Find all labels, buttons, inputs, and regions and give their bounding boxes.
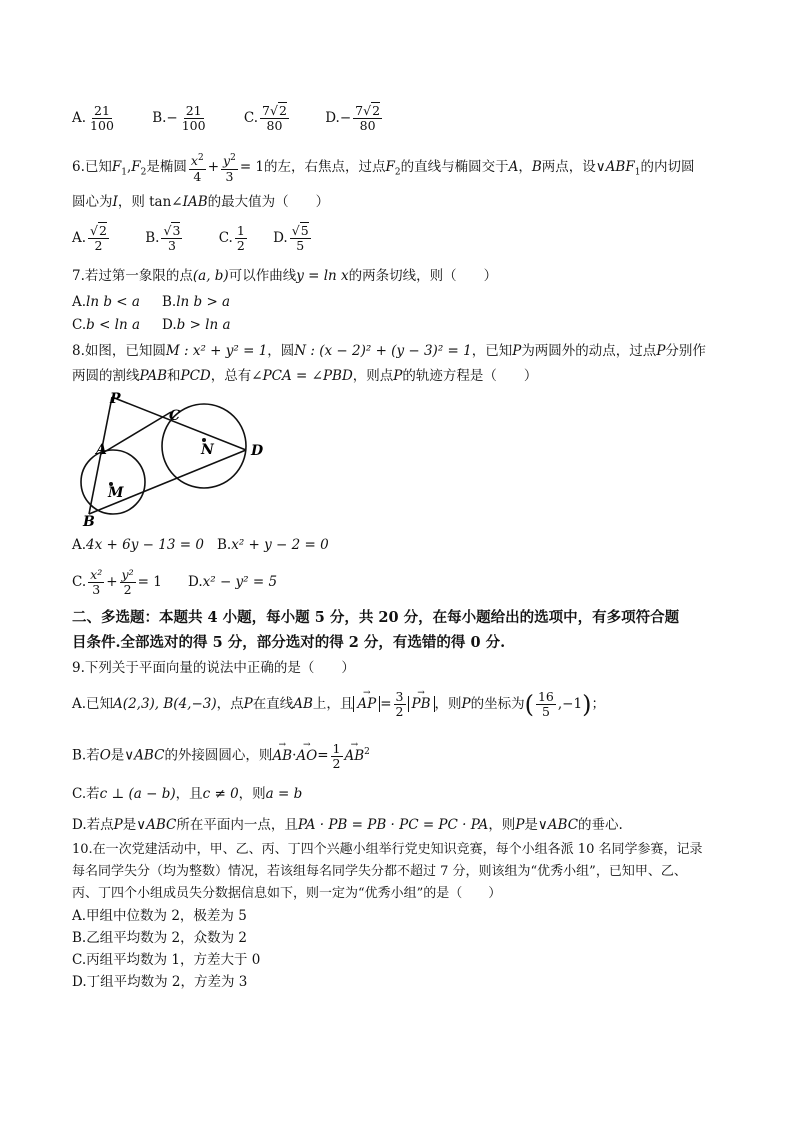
text: , <box>127 159 132 175</box>
text: ，点 <box>216 696 244 712</box>
numerator: 7√2 <box>355 103 381 118</box>
math-var: B <box>531 159 542 175</box>
numerator: x² <box>90 567 103 582</box>
math-var: IAB <box>182 194 208 210</box>
text: 的左，右焦点，过点 <box>264 159 386 175</box>
math-expr: (a, b) <box>192 268 229 284</box>
text: 是椭圆 <box>146 159 187 175</box>
q7-option-d[interactable] <box>162 315 231 335</box>
label-c: C <box>169 408 181 424</box>
q9-option-d[interactable] <box>72 815 623 835</box>
denominator: 100 <box>181 118 206 133</box>
option-label: B. <box>145 230 160 246</box>
numerator: 7√2 <box>262 103 287 118</box>
fraction <box>353 104 382 133</box>
label-p: P <box>110 391 121 407</box>
subscript: 2 <box>394 167 401 178</box>
math-var: F <box>131 159 141 175</box>
vector: → AP <box>357 684 376 724</box>
math-expr: ln b < a <box>86 294 140 310</box>
math-var: P <box>461 696 471 712</box>
text: ，则 <box>488 817 516 833</box>
text: = 1 <box>137 574 162 590</box>
ellipse-term-y <box>221 151 238 183</box>
math-expr: ∨ABC <box>124 747 165 764</box>
numerator: 16 <box>537 689 554 704</box>
q10-option-a[interactable]: A.甲组中位数为 2，极差为 5 <box>72 908 247 924</box>
math-expr: 4x + 6y − 13 = 0 <box>86 537 204 553</box>
math-var: y <box>223 153 231 169</box>
text: 两圆的割线 <box>72 368 140 384</box>
section2-heading-line1: 二、多选题：本题共 4 小题，每小题 5 分，共 20 分，在每小题给出的选项中，有多项符合题 <box>72 609 680 626</box>
q8-figure <box>72 388 282 530</box>
math-expr: ∨ABC <box>136 817 177 833</box>
vector: → AB <box>272 738 292 774</box>
text: 的直线与椭圆交于 <box>400 159 509 175</box>
denominator: 80 <box>266 118 283 133</box>
denominator: 4 <box>193 168 202 184</box>
q8-option-d[interactable] <box>188 564 277 600</box>
text: 圆心为 <box>72 194 113 210</box>
q7-option-c[interactable] <box>72 315 162 335</box>
subscript: 2 <box>140 167 147 178</box>
q8-options-row2 <box>72 564 307 600</box>
text: 7.若过第一象限的点 <box>72 268 193 284</box>
text: 8.如图，已知圆 <box>72 343 166 359</box>
math-var: PCD <box>180 368 211 384</box>
q5-options <box>72 100 414 136</box>
subscript: 1 <box>121 167 127 178</box>
text: = <box>380 696 392 712</box>
text: ，则点 <box>352 368 394 384</box>
denominator: 2 <box>395 704 404 719</box>
q7-stem <box>72 266 497 286</box>
q8-option-b[interactable] <box>217 535 329 555</box>
label-n: N <box>201 442 214 458</box>
abs-ap <box>353 696 380 712</box>
text: ，且 <box>175 786 203 802</box>
q5-option-a[interactable] <box>72 100 118 136</box>
math-expr: ∨ABC <box>537 817 579 833</box>
q9-option-c[interactable] <box>72 784 302 804</box>
q6-options <box>72 220 343 256</box>
denominator: 2 <box>332 755 341 771</box>
q10-stem-line1: 10.在一次党建活动中，甲、乙、丙、丁四个兴趣小组举行党史知识竞赛，每个小组各派 10 名同学参赛，记录 <box>72 842 703 857</box>
text: 的轨迹方程是（ ） <box>402 368 538 384</box>
label-d: D <box>251 443 264 459</box>
minus-sign: − <box>166 110 178 126</box>
denominator: 5 <box>541 704 550 719</box>
section2-heading-line2: 目条件.全部选对的得 5 分，部分选对的得 2 分，有选错的得 0 分. <box>72 634 506 651</box>
text: A.已知 <box>72 696 114 712</box>
numerator: $y^2$ <box>223 153 236 169</box>
math-var: O <box>99 747 111 764</box>
text: ，已知 <box>471 343 513 359</box>
option-label: A. <box>72 294 87 310</box>
text: = 1 <box>239 159 265 175</box>
text: ，则 <box>434 696 462 712</box>
text: 两点，设 <box>541 159 596 175</box>
option-label: B. <box>217 537 232 553</box>
math-var: P <box>243 696 253 712</box>
q8-option-a[interactable] <box>72 535 217 555</box>
vector: → PB <box>412 684 431 724</box>
math-var: PAB <box>139 368 168 384</box>
q8-stem-line1 <box>72 341 706 361</box>
q7-options-row1 <box>72 292 260 312</box>
label-a: A <box>96 442 107 458</box>
option-label: D. <box>188 574 203 590</box>
math-expr: x² + y − 2 = 0 <box>231 537 329 553</box>
coefficient: 7 <box>355 103 364 118</box>
text: 为两圆外的动点，过点 <box>521 343 657 359</box>
numerator: 21 <box>185 103 202 118</box>
math-var: P <box>512 343 522 359</box>
option-label: D. <box>162 317 177 333</box>
math-expr: PA · PB = PB · PC = PC · PA <box>297 817 489 833</box>
subscript: 1 <box>634 167 641 178</box>
fraction <box>235 224 247 253</box>
fraction <box>88 224 109 253</box>
q6-option-d[interactable] <box>273 220 313 256</box>
math-expr: A(2,3), B(4,−3) <box>113 696 217 712</box>
denominator: 2 <box>94 238 103 253</box>
text: ， <box>518 159 532 175</box>
fraction <box>331 742 343 771</box>
math-var: P <box>393 368 403 384</box>
text: + <box>106 574 118 590</box>
text: 6.已知 <box>72 159 112 175</box>
text: ，则 tan∠ <box>117 194 183 210</box>
denominator: 3 <box>92 582 101 597</box>
math-expr: M : x² + y² = 1 <box>165 343 268 359</box>
minus-sign: − <box>339 110 352 126</box>
math-var: F <box>111 159 122 175</box>
math-expr: N : (x − 2)² + (y − 3)² = 1 <box>294 343 472 359</box>
option-label: A. <box>72 230 87 246</box>
text: ，圆 <box>267 343 295 359</box>
option-label: A. <box>72 110 87 126</box>
numerator: √3 <box>163 223 181 238</box>
radicand: 2 <box>278 103 287 118</box>
q7-option-a[interactable] <box>72 292 162 312</box>
fraction <box>88 568 104 597</box>
option-label: D. <box>325 110 340 126</box>
math-var: P <box>515 817 525 833</box>
q9-option-a[interactable]: A.已知A(2,3), B(4,−3)，点P在直线AB上，且→ AP = $\frac{3}{2}$ → PB ，则P的坐标为( $\frac{16}{5}$ ,−1)； <box>72 684 605 725</box>
text: · <box>292 747 297 764</box>
radicand: 3 <box>172 223 181 238</box>
vector: → AB <box>345 738 365 774</box>
denominator: 5 <box>296 238 305 253</box>
math-expr: a = b <box>265 786 303 802</box>
chord-ac <box>101 412 171 454</box>
denominator: 2 <box>123 582 132 597</box>
chord-bd <box>89 450 246 514</box>
math-var: I <box>112 194 118 210</box>
numerator: $x^2$ <box>190 153 204 169</box>
text: 分别作 <box>665 343 706 359</box>
option-label: B. <box>162 294 177 310</box>
text: ,−1 <box>557 696 583 712</box>
q8-options-row1 <box>72 535 359 555</box>
numerator: √2 <box>90 223 107 238</box>
q8-stem-line2 <box>72 366 537 386</box>
q10-option-b[interactable]: B.乙组平均数为 2，众数为 2 <box>72 930 247 946</box>
text: = <box>317 747 329 764</box>
option-label: B. <box>152 110 167 126</box>
math-expr: x² − y² = 5 <box>202 574 278 590</box>
option-label: C. <box>243 110 259 126</box>
q9-option-b[interactable] <box>72 734 370 774</box>
q9-stem: 9.下列关于平面向量的说法中正确的是（ ） <box>72 660 355 676</box>
q7-option-b[interactable] <box>162 292 230 312</box>
text: 是 <box>524 817 538 833</box>
numerator: 21 <box>94 103 110 118</box>
math-var: x <box>190 153 198 169</box>
radicand: 2 <box>99 223 107 238</box>
text: 的最大值为（ ） <box>207 194 330 210</box>
text: 上，且 <box>312 696 354 712</box>
fraction <box>260 104 289 133</box>
text: 和 <box>167 368 181 384</box>
ellipse-term-x <box>189 151 206 183</box>
option-label: C. <box>72 317 87 333</box>
q8-option-c[interactable] <box>72 564 188 600</box>
coefficient: 7 <box>262 103 270 118</box>
q10-option-c[interactable]: C.丙组平均数为 1，方差大于 0 <box>72 952 261 968</box>
text: ，总有 <box>210 368 252 384</box>
q10-stem-line2: 每名同学失分（均为整数）情况，若该组每名同学失分都不超过 7 分，则该组为“优秀小组”，已知甲、乙、 <box>72 864 687 879</box>
fraction <box>536 690 556 719</box>
text: ； <box>591 696 605 712</box>
q6-stem-line1 <box>72 150 694 190</box>
radicand: 2 <box>372 103 381 118</box>
denominator: 80 <box>359 118 376 133</box>
q5-option-b[interactable] <box>152 100 209 136</box>
text: 的垂心. <box>578 817 623 833</box>
text: 的外接圆圆心，则 <box>164 747 273 764</box>
text: D.若点 <box>72 817 114 833</box>
numerator: y² <box>121 567 134 582</box>
q6-stem-line2 <box>72 192 329 212</box>
denominator: 100 <box>90 118 114 133</box>
fraction <box>180 104 208 133</box>
text: B.若 <box>72 747 100 764</box>
math-var: F <box>385 159 395 175</box>
math-var: P <box>656 343 666 359</box>
denominator: 2 <box>236 238 245 253</box>
superscript: 2 <box>364 747 370 757</box>
fraction <box>120 568 136 597</box>
denominator: 3 <box>167 238 176 253</box>
denominator: 3 <box>225 168 234 184</box>
text: 在直线 <box>252 696 294 712</box>
fraction <box>161 224 182 253</box>
math-expr: ∠PCA = ∠PBD <box>251 368 353 384</box>
numerator: 1 <box>332 740 341 756</box>
math-expr: b < ln a <box>86 317 141 333</box>
option-label: A. <box>72 537 87 553</box>
text: C.若 <box>72 786 100 802</box>
numerator: 3 <box>395 689 404 704</box>
fraction <box>88 104 116 133</box>
option-label: C. <box>218 230 233 246</box>
radicand: 5 <box>300 223 309 238</box>
math-expr: ∨ABF <box>595 159 635 175</box>
option-label: C. <box>72 574 87 590</box>
q5-option-c[interactable] <box>244 100 291 136</box>
text: 是 <box>122 817 137 833</box>
text: 是 <box>110 747 125 764</box>
text: ，则 <box>238 786 266 802</box>
q10-option-d[interactable]: D.丁组平均数为 2，方差为 3 <box>72 974 248 990</box>
q7-options-row2 <box>72 315 261 335</box>
numerator: √5 <box>291 223 309 238</box>
text: 可以作曲线 <box>228 268 297 284</box>
math-expr: c ⊥ (a − b) <box>99 786 176 802</box>
math-var: A <box>508 159 519 175</box>
math-expr: ln b > a <box>176 294 231 310</box>
text: 的两条切线，则（ ） <box>348 268 498 284</box>
option-label: D. <box>273 230 288 246</box>
math-expr: b > ln a <box>176 317 231 333</box>
math-expr: y = ln x <box>296 268 349 284</box>
text: 的坐标为 <box>470 696 525 712</box>
text: 的内切圆 <box>640 159 695 175</box>
abs-pb <box>408 696 435 712</box>
q6-option-a[interactable] <box>72 220 111 256</box>
text: 所在平面内一点，且 <box>176 817 298 833</box>
math-expr: c ≠ 0 <box>202 786 239 802</box>
math-var: AB <box>293 696 313 712</box>
q10-stem-line3: 丙、丁四个小组成员失分数据信息如下，则一定为“优秀小组”的是（ ） <box>72 886 502 901</box>
math-var: P <box>113 817 123 833</box>
q6-option-b[interactable] <box>145 220 184 256</box>
text: + <box>207 159 220 175</box>
fraction <box>394 690 406 719</box>
label-m: M <box>108 485 124 501</box>
q6-option-c[interactable] <box>219 220 249 256</box>
numerator: 1 <box>236 223 245 238</box>
q5-option-d[interactable] <box>325 100 384 136</box>
label-b: B <box>83 514 95 530</box>
vector: → AO <box>296 738 317 774</box>
fraction <box>290 224 311 253</box>
